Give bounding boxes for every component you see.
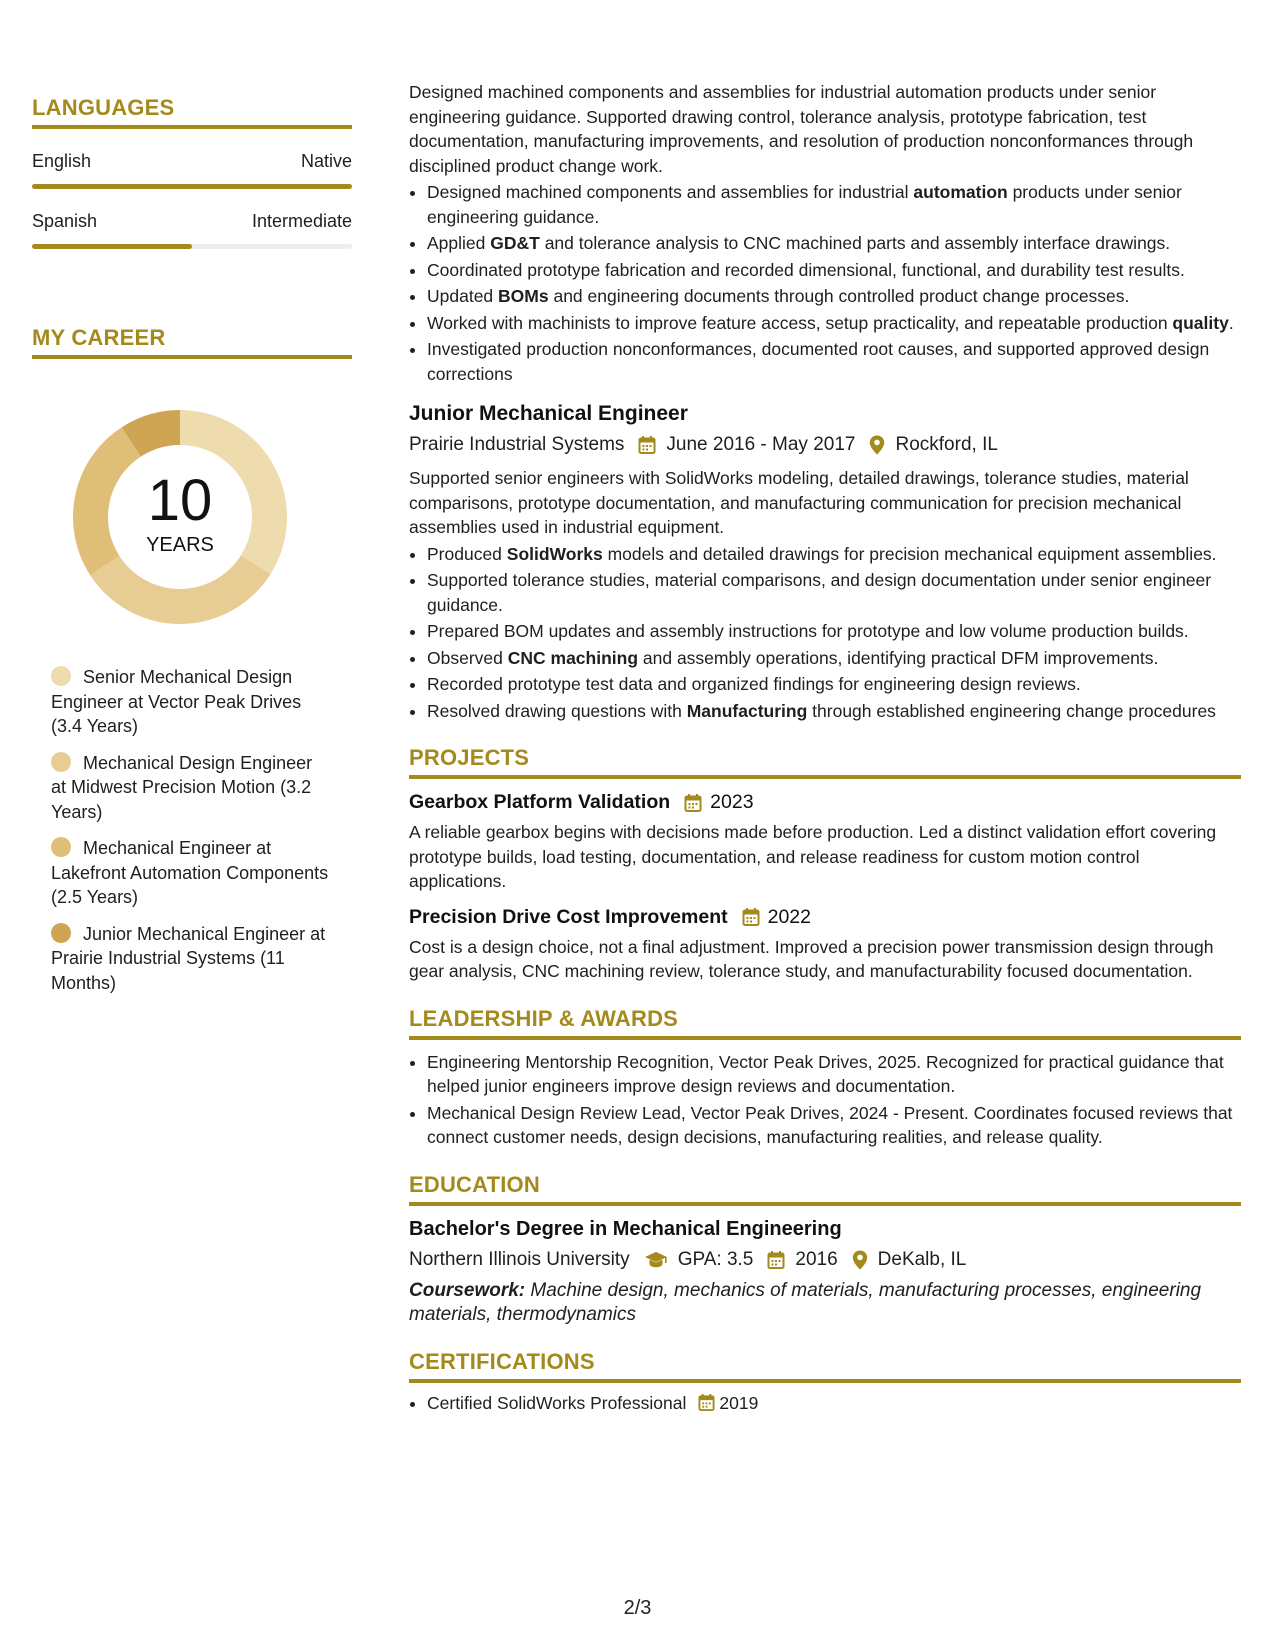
gpa: GPA: 3.5 <box>677 1248 754 1270</box>
career-title: MY CAREER <box>32 325 352 359</box>
awards-list <box>409 1050 1241 1150</box>
education-section <box>409 1172 1241 1327</box>
job-bullet: • Worked with machinists to improve feature access, setup practicality, and repeatable production quality. <box>427 311 1241 336</box>
school-location: DeKalb, IL <box>877 1248 967 1270</box>
job-bullet: • Prepared BOM updates and assembly instructions for prototype and low volume production builds. <box>427 619 1241 644</box>
job-bullet: • Recorded prototype test data and organized findings for engineering design reviews. <box>427 672 1241 697</box>
career-donut-chart <box>66 403 294 631</box>
coursework <box>409 1279 1241 1327</box>
graduation-year: 2016 <box>795 1248 838 1270</box>
location-pin-icon <box>869 435 885 455</box>
projects-section <box>409 745 1241 984</box>
degree-title: Bachelor's Degree in Mechanical Engineering <box>409 1217 842 1240</box>
career-donut-center <box>66 403 294 631</box>
career-legend-text: Junior Mechanical Engineer at Prairie Industrial Systems (11 Months) <box>51 923 326 993</box>
awards-title: LEADERSHIP & AWARDS <box>409 1006 1241 1040</box>
language-level: Intermediate <box>251 211 352 231</box>
page-number: 2/3 <box>623 1597 652 1619</box>
career-legend-text: Senior Mechanical Design Engineer at Vector Peak Drives (3.4 Years) <box>51 667 302 736</box>
project-title <box>409 906 1241 929</box>
job-bullet: • Investigated production nonconformances, documented root causes, and supported approved design corrections <box>427 337 1241 386</box>
language-item <box>32 211 352 249</box>
language-item <box>32 151 352 189</box>
job-bullet: • Designed machined components and assemblies for industrial automation products under senior engineering guidance. <box>427 180 1241 229</box>
projects-title: PROJECTS <box>409 745 1241 779</box>
calendar-icon <box>698 1393 715 1412</box>
career-legend-item <box>51 751 331 825</box>
career-total-unit: YEARS <box>146 533 214 556</box>
project-description: Cost is a design choice, not a final adjustment. Improved a precision power transmission design through gear analysis, CNC machining review, tolerance study, and manufacturability focused documentation. <box>409 936 1214 981</box>
sidebar <box>32 95 352 1007</box>
calendar-icon <box>638 435 656 455</box>
award-item: • Mechanical Design Review Lead, Vector Peak Drives, 2024 - Present. Coordinates focused reviews that connect customer needs, design decisions, manufacturing realities, and release quality. <box>427 1101 1241 1150</box>
coursework-label: Coursework: <box>409 1279 526 1301</box>
job-summary: Designed machined components and assemblies for industrial automation products under senior engineering guidance. Supported drawing control, tolerance analysis, prototype fabrication, test documentation, manufacturing improvements, and resolution of production nonconformances through disciplined product change work. <box>409 82 1194 176</box>
calendar-icon <box>767 1250 785 1270</box>
legend-dot-icon <box>51 923 71 943</box>
job-bullet: • Coordinated prototype fabrication and recorded dimensional, functional, and durability test results. <box>427 258 1241 283</box>
graduation-cap-icon <box>644 1251 668 1269</box>
job-company: Prairie Industrial Systems <box>409 434 625 455</box>
calendar-icon <box>742 907 760 927</box>
job-summary: Supported senior engineers with SolidWorks modeling, detailed drawings, tolerance studies, material comparisons, prototype documentation, and manufacturing communication for precision mechanical assemblies used in industrial equipment. <box>409 468 1189 537</box>
job-bullet: • Observed CNC machining and assembly operations, identifying practical DFM improvements. <box>427 646 1241 671</box>
language-proficiency-bar <box>32 184 352 189</box>
job-bullet: • Supported tolerance studies, material comparisons, and design documentation under senior engineer guidance. <box>427 568 1241 617</box>
certifications-list <box>409 1391 1241 1416</box>
language-proficiency-fill <box>32 184 352 189</box>
coursework-text: Machine design, mechanics of materials, manufacturing processes, engineering materials, thermodynamics <box>409 1279 1202 1325</box>
award-item: • Engineering Mentorship Recognition, Vector Peak Drives, 2025. Recognized for practical guidance that helped junior engineers improve design reviews and documentation. <box>427 1050 1241 1099</box>
job-meta <box>409 434 1241 456</box>
job-bullet: • Produced SolidWorks models and detailed drawings for precision mechanical equipment assemblies. <box>427 542 1241 567</box>
certification-name: • Certified SolidWorks Professional <box>427 1392 687 1413</box>
job-bullet: • Resolved drawing questions with Manufacturing through established engineering change procedures <box>427 699 1241 724</box>
project-name: Precision Drive Cost Improvement <box>409 905 728 928</box>
project-title <box>409 791 1241 814</box>
school-name: Northern Illinois University <box>409 1248 630 1270</box>
career-total-years: 10 <box>147 467 213 533</box>
project-year: 2023 <box>710 791 754 813</box>
career-legend <box>51 665 352 995</box>
project-year: 2022 <box>767 905 811 928</box>
language-proficiency-bar <box>32 244 352 249</box>
certifications-title: CERTIFICATIONS <box>409 1349 1241 1383</box>
career-legend-item <box>51 836 331 910</box>
awards-section <box>409 1006 1241 1150</box>
languages-title: LANGUAGES <box>32 95 352 129</box>
job-bullet: • Applied GD&T and tolerance analysis to CNC machined parts and assembly interface drawings. <box>427 231 1241 256</box>
career-legend-item <box>51 922 331 996</box>
job-bullet: • Updated BOMs and engineering documents through controlled product change processes. <box>427 284 1241 309</box>
legend-dot-icon <box>51 752 71 772</box>
career-legend-text: Mechanical Engineer at Lakefront Automation Components (2.5 Years) <box>51 838 329 907</box>
language-name: Spanish <box>32 211 98 231</box>
education-title: EDUCATION <box>409 1172 1241 1206</box>
language-level: Native <box>300 151 352 171</box>
language-name: English <box>32 151 92 171</box>
job-bullets <box>409 180 1241 386</box>
project-name: Gearbox Platform Validation <box>409 791 671 813</box>
education-meta <box>409 1249 1241 1271</box>
legend-dot-icon <box>51 837 71 857</box>
job-bullets <box>409 542 1241 724</box>
language-proficiency-fill <box>32 244 192 249</box>
project-description: A reliable gearbox begins with decisions made before production. Led a distinct validation effort covering prototype builds, load testing, documentation, and release readiness for custom motion control applications. <box>409 822 1217 891</box>
certifications-section <box>409 1349 1241 1416</box>
legend-dot-icon <box>51 666 71 686</box>
main-content <box>409 80 1241 1417</box>
job-dates: June 2016 - May 2017 <box>666 434 856 455</box>
career-legend-item <box>51 665 331 739</box>
certification-item <box>427 1391 1241 1416</box>
career-legend-text: Mechanical Design Engineer at Midwest Precision Motion (3.2 Years) <box>51 752 313 822</box>
location-pin-icon <box>852 1250 868 1270</box>
certification-year: 2019 <box>719 1392 759 1413</box>
calendar-icon <box>684 793 702 813</box>
job-title: Junior Mechanical Engineer <box>409 402 688 425</box>
job-location: Rockford, IL <box>895 434 998 455</box>
